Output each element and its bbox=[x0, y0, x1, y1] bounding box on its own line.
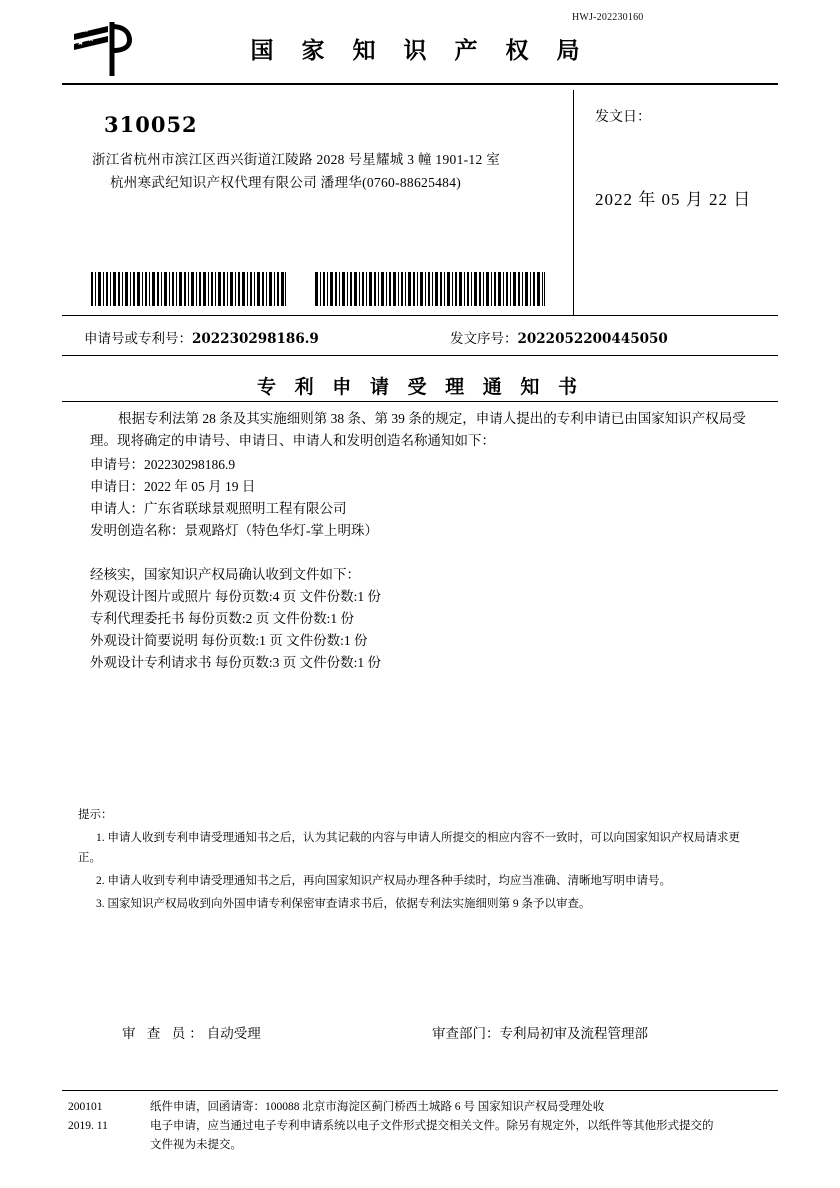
serial-number-field bbox=[450, 327, 668, 347]
body-line-filing-date: 申请日：2022 年 05 月 19 日 bbox=[90, 479, 256, 494]
footer-text bbox=[150, 1098, 770, 1155]
footer-line-3: 文件视为未提交。 bbox=[150, 1139, 242, 1151]
footer-line-1: 纸件申请，回函请寄：100088 北京市海淀区蓟门桥西土城路 6 号 国家知识产权局受理处收 bbox=[150, 1101, 605, 1113]
numbers-row bbox=[62, 322, 778, 352]
department-field bbox=[432, 1022, 648, 1042]
title-divider bbox=[62, 401, 778, 402]
tip-item: 1. 申请人收到专利申请受理通知书之后，认为其记载的内容与申请人所提交的相应内容不一致时，可以向国家知识产权局请求更正。 bbox=[78, 832, 740, 864]
tips-section bbox=[78, 805, 758, 917]
tips-heading: 提示： bbox=[78, 809, 113, 821]
examiner-label: 审 查 员： bbox=[122, 1026, 207, 1041]
footer-divider bbox=[62, 1090, 778, 1091]
footer-form-codes bbox=[68, 1098, 138, 1136]
postal-code: 310052 bbox=[104, 112, 198, 137]
tip-item: 2. 申请人收到专利申请受理通知书之后，再向国家知识产权局办理各种手续时，均应当准确、清晰地写明申请号。 bbox=[96, 875, 671, 887]
serial-number-label: 发文序号： bbox=[450, 331, 518, 346]
footer-code-2: 2019. 11 bbox=[68, 1120, 108, 1132]
department-label: 审查部门： bbox=[432, 1026, 500, 1041]
document-item: 专利代理委托书 每份页数:2 页 文件份数:1 份 bbox=[90, 611, 355, 626]
body-line-application-number: 申请号：202230298186.9 bbox=[90, 457, 236, 472]
document-item: 外观设计简要说明 每份页数:1 页 文件份数:1 份 bbox=[90, 633, 368, 648]
serial-number-value: 2022052200445050 bbox=[517, 331, 668, 347]
barcode-serial-number bbox=[314, 272, 546, 306]
tip-item: 3. 国家知识产权局收到向外国申请专利保密审查请求书后，依据专利法实施细则第 9 条予以审查。 bbox=[96, 898, 591, 910]
department-value: 专利局初审及流程管理部 bbox=[499, 1026, 648, 1041]
address-and-date-block bbox=[62, 90, 778, 315]
body-spacer bbox=[90, 542, 752, 564]
body-line-invention-title: 发明创造名称：景观路灯（特色华灯-掌上明珠） bbox=[90, 523, 378, 538]
body-paragraph: 根据专利法第 28 条及其实施细则第 38 条、第 39 条的规定，申请人提出的专利申请已由国家知识产权局受理。现将确定的申请号、申请日、申请人和发明创造名称通知如下： bbox=[90, 411, 746, 448]
examiner-field bbox=[122, 1022, 261, 1042]
issue-date-label: 发文日： bbox=[595, 110, 651, 125]
document-reference-code: HWJ-202230160 bbox=[572, 12, 644, 23]
address-block-divider bbox=[62, 315, 778, 316]
application-number-label: 申请号或专利号： bbox=[84, 331, 192, 346]
body-line-applicant: 申请人：广东省联球景观照明工程有限公司 bbox=[90, 501, 347, 516]
header-divider bbox=[62, 83, 778, 85]
document-header bbox=[62, 20, 778, 80]
vertical-divider bbox=[573, 90, 574, 315]
document-item: 外观设计专利请求书 每份页数:3 页 文件份数:1 份 bbox=[90, 655, 382, 670]
application-number-field bbox=[84, 327, 319, 347]
issue-date-value: 2022 年 05 月 22 日 bbox=[595, 190, 752, 209]
examiner-value: 自动受理 bbox=[206, 1026, 261, 1041]
document-body bbox=[90, 408, 752, 674]
page-title: 专 利 申 请 受 理 通 知 书 bbox=[257, 376, 583, 398]
recipient-address-line-2: 杭州寒武纪知识产权代理有限公司 潘理华(0760-88625484) bbox=[110, 175, 462, 190]
documents-received-heading: 经核实，国家知识产权局确认收到文件如下： bbox=[90, 567, 360, 582]
footer-code-1: 200101 bbox=[68, 1101, 103, 1113]
recipient-address-line-1: 浙江省杭州市滨江区西兴街道江陵路 2028 号星耀城 3 幢 1901-12 室 bbox=[92, 152, 500, 167]
barcode-application-number bbox=[90, 272, 287, 306]
document-item: 外观设计图片或照片 每份页数:4 页 文件份数:1 份 bbox=[90, 589, 382, 604]
footer-line-2: 电子申请，应当通过电子专利申请系统以电子文件形式提交相关文件。除另有规定外，以纸件等其他形式提交的 bbox=[150, 1120, 714, 1132]
numbers-row-divider bbox=[62, 355, 778, 356]
application-number-value: 202230298186.9 bbox=[192, 331, 319, 347]
organization-title: 国 家 知 识 产 权 局 bbox=[250, 37, 590, 64]
